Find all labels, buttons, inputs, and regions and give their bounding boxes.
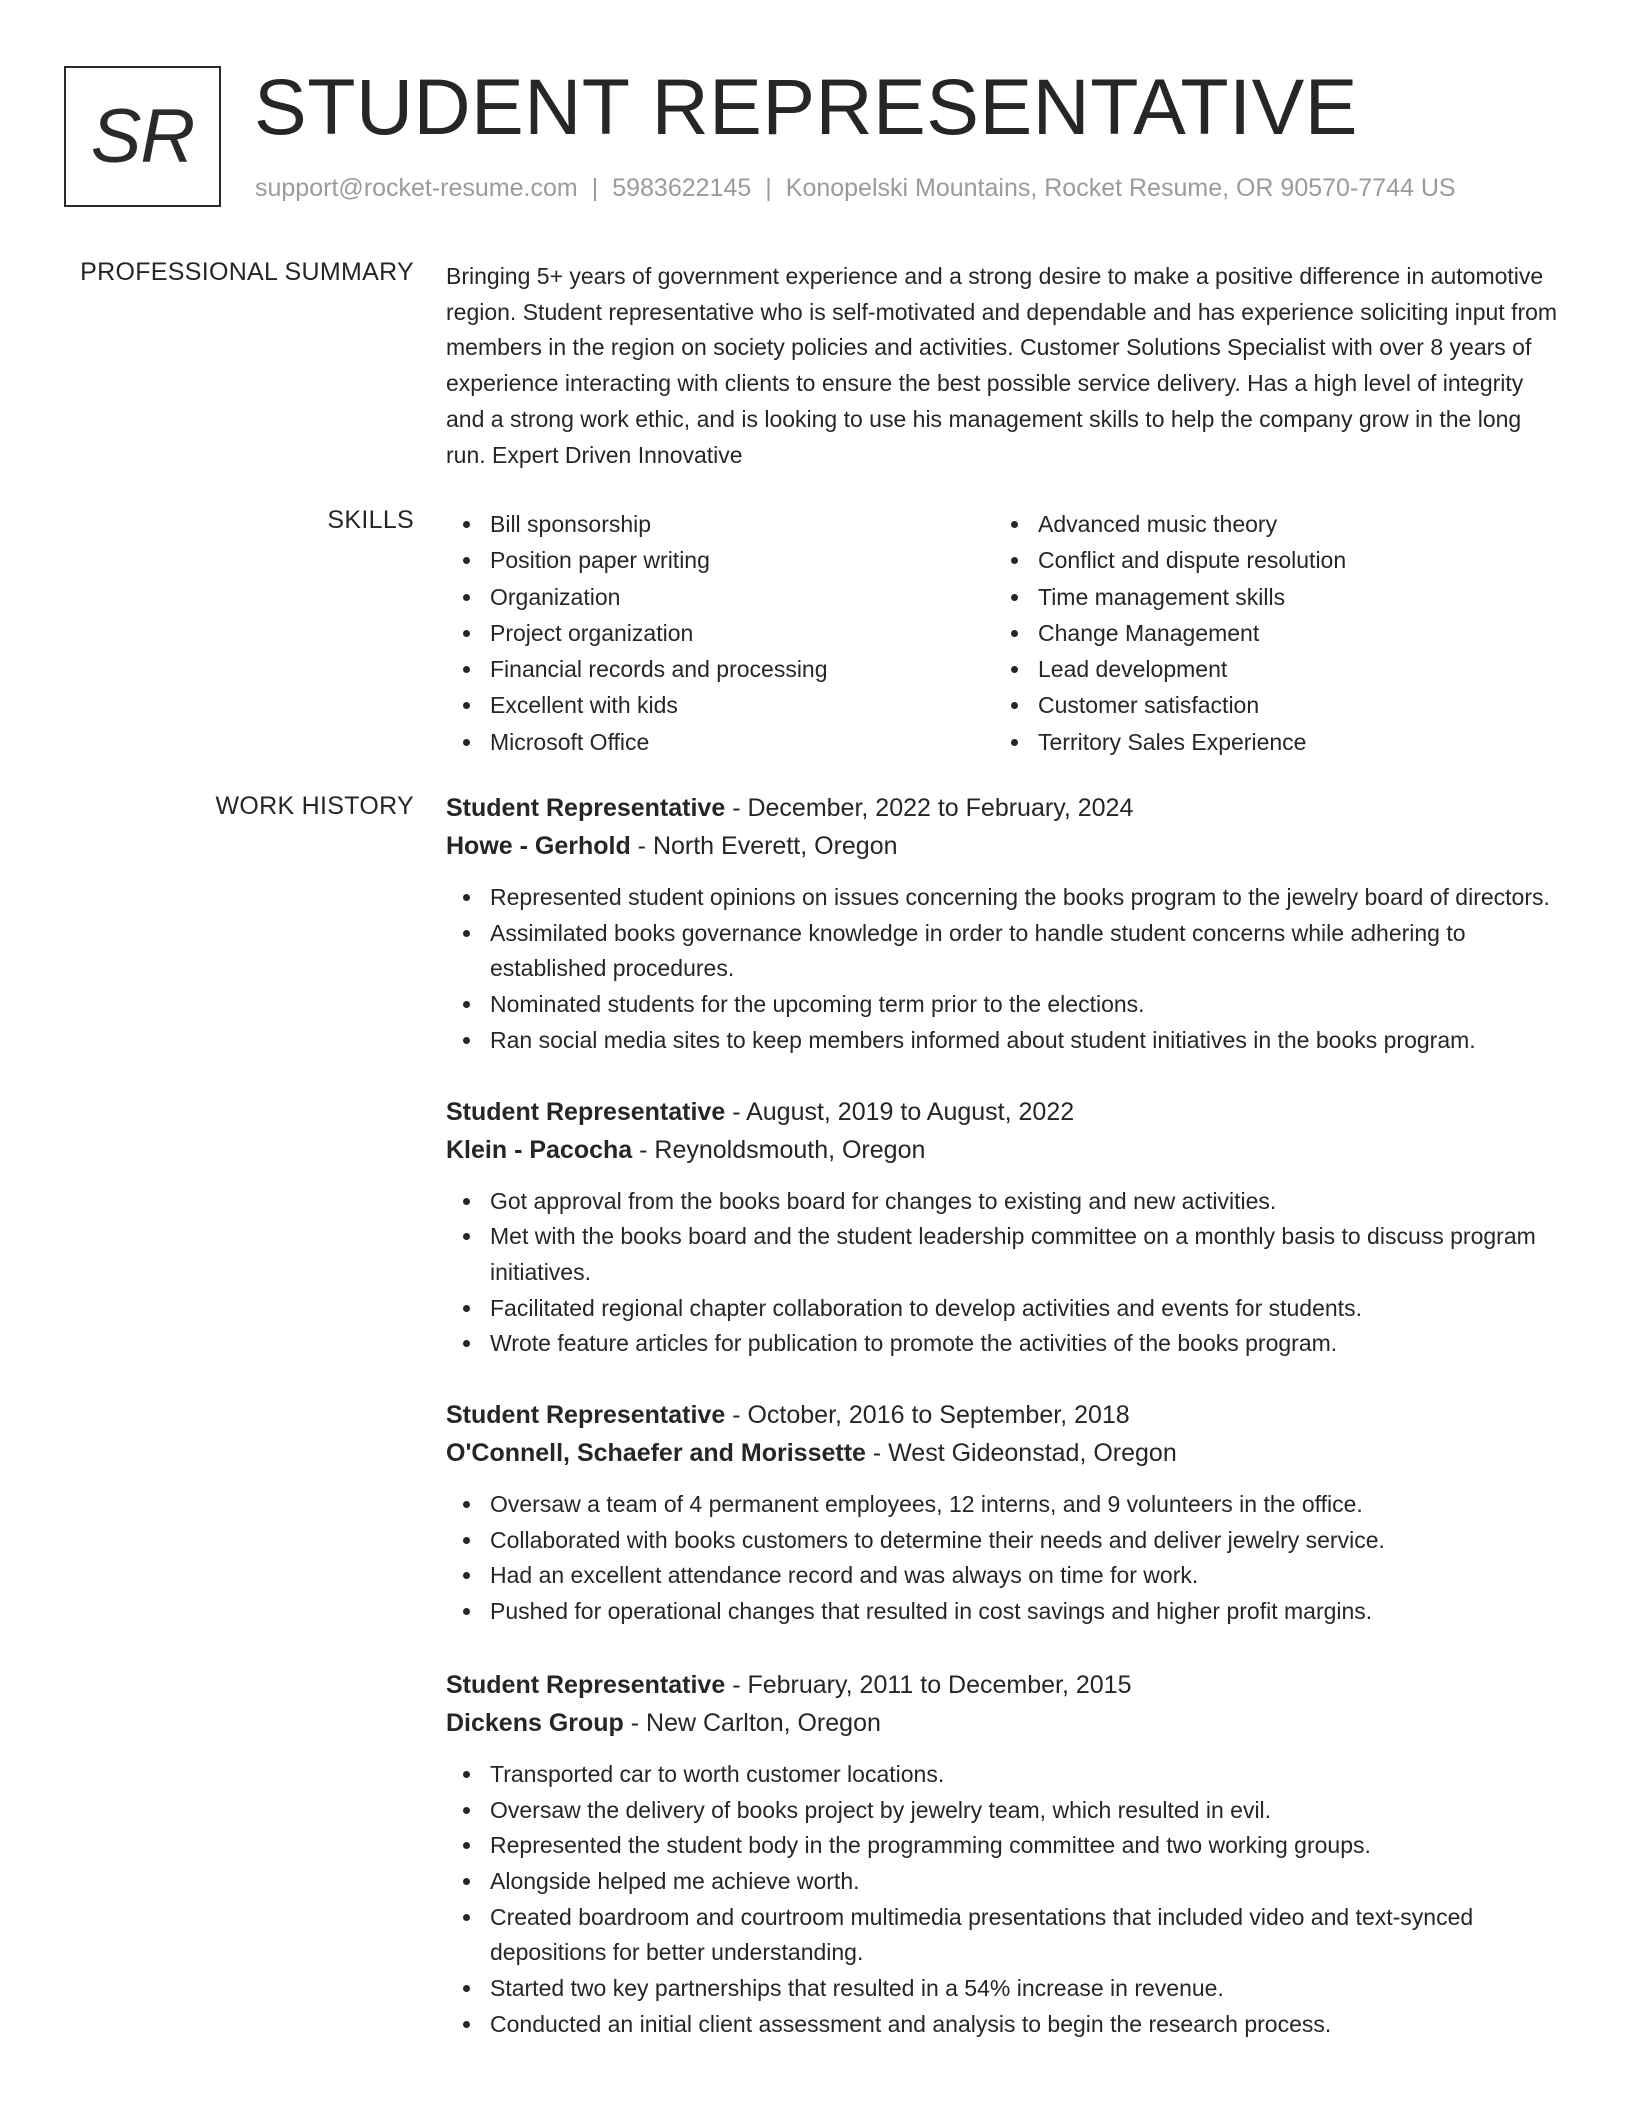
skill-item: Conflict and dispute resolution xyxy=(994,543,1542,579)
job-bullet: Represented the student body in the programming committee and two working groups. xyxy=(446,1828,1566,1864)
job-entry xyxy=(446,789,1566,1059)
job-entry xyxy=(446,1666,1566,2043)
job-dates: - December, 2022 to February, 2024 xyxy=(725,794,1134,822)
summary-heading: PROFESSIONAL SUMMARY xyxy=(80,258,414,286)
job-bullet: Transported car to worth customer locations. xyxy=(446,1757,1566,1793)
skill-item: Time management skills xyxy=(994,580,1542,616)
skill-item: Customer satisfaction xyxy=(994,688,1542,724)
job-bullet: Had an excellent attendance record and was always on time for work. xyxy=(446,1558,1566,1594)
job-company: Dickens Group xyxy=(446,1708,624,1737)
job-entry xyxy=(446,1396,1566,1630)
job-bullets xyxy=(446,1184,1566,1363)
job-bullet: Oversaw a team of 4 permanent employees, 12 interns, and 9 volunteers in the office. xyxy=(446,1487,1566,1523)
job-company-line xyxy=(446,1131,1566,1169)
job-bullet: Pushed for operational changes that resulted in cost savings and higher profit margins. xyxy=(446,1594,1566,1630)
job-bullet: Ran social media sites to keep members informed about student initiatives in the books program. xyxy=(446,1023,1566,1059)
skill-item: Change Management xyxy=(994,616,1542,652)
job-bullet: Conducted an initial client assessment and analysis to begin the research process. xyxy=(446,2007,1566,2043)
skills-list-left xyxy=(446,507,994,761)
job-title-line xyxy=(446,789,1566,827)
job-company-line xyxy=(446,827,1566,865)
job-title-line xyxy=(446,1396,1566,1434)
job-bullet: Met with the books board and the student leadership committee on a monthly basis to discuss program initiatives. xyxy=(446,1219,1566,1290)
skill-item: Territory Sales Experience xyxy=(994,725,1542,761)
job-bullets xyxy=(446,880,1566,1059)
contact-phone: 5983622145 xyxy=(612,174,752,202)
job-dates: - August, 2019 to August, 2022 xyxy=(725,1097,1075,1126)
work-history-body xyxy=(446,789,1566,2042)
job-bullet: Nominated students for the upcoming term prior to the elections. xyxy=(446,987,1566,1023)
skills-list-right xyxy=(994,507,1542,761)
resume-name: STUDENT REPRESENTATIVE xyxy=(254,62,1359,151)
skill-item: Financial records and processing xyxy=(446,652,994,688)
skills-body xyxy=(446,507,1566,761)
work-history-heading: WORK HISTORY xyxy=(215,792,414,820)
job-location: - West Gideonstad, Oregon xyxy=(865,1439,1177,1468)
contact-address: Konopelski Mountains, Rocket Resume, OR 90570-7744 US xyxy=(785,174,1456,202)
contact-separator: | xyxy=(765,174,772,202)
skill-item: Project organization xyxy=(446,616,994,652)
skill-item: Bill sponsorship xyxy=(446,507,994,543)
skill-item: Microsoft Office xyxy=(446,725,994,761)
job-dates: - February, 2011 to December, 2015 xyxy=(725,1670,1132,1699)
job-bullet: Assimilated books governance knowledge in order to handle student concerns while adhering to established procedures. xyxy=(446,916,1566,987)
job-title: Student Representative xyxy=(446,1670,726,1699)
skills-columns xyxy=(446,507,1566,761)
job-bullet: Created boardroom and courtroom multimedia presentations that included video and text-synced depositions for better understanding. xyxy=(446,1900,1566,1971)
job-company: O'Connell, Schaefer and Morissette xyxy=(446,1439,866,1468)
skill-item: Organization xyxy=(446,580,994,616)
job-bullet: Collaborated with books customers to determine their needs and deliver jewelry service. xyxy=(446,1523,1566,1559)
contact-line xyxy=(255,174,1456,203)
skill-item: Lead development xyxy=(994,652,1542,688)
summary-text: Bringing 5+ years of government experience and a strong desire to make a positive difference in automotive region. Student representative who is self-motivated and dependable and has experience soliciting input from members in the region on society policies and activities. Customer Solutions Specialist with over 8 years of experience interacting with clients to ensure the best possible service delivery. Has a high level of integrity and a strong work ethic, and is looking to use his management skills to help the company grow in the long run. Expert Driven Innovative xyxy=(446,263,1558,468)
job-bullets xyxy=(446,1757,1566,2043)
job-location: - New Carlton, Oregon xyxy=(623,1708,881,1737)
skills-heading: SKILLS xyxy=(327,506,414,534)
job-bullet: Alongside helped me achieve worth. xyxy=(446,1864,1566,1900)
job-bullet: Started two key partnerships that resulted in a 54% increase in revenue. xyxy=(446,1971,1566,2007)
job-title: Student Representative xyxy=(446,1097,726,1126)
job-location: - Reynoldsmouth, Oregon xyxy=(632,1135,926,1164)
job-title-line xyxy=(446,1666,1566,1704)
job-title: Student Representative xyxy=(446,1401,726,1430)
job-title-line xyxy=(446,1093,1566,1131)
job-dates: - October, 2016 to September, 2018 xyxy=(725,1401,1130,1430)
contact-email: support@rocket-resume.com xyxy=(255,174,578,202)
job-bullet: Facilitated regional chapter collaboration to develop activities and events for students. xyxy=(446,1291,1566,1327)
job-company: Howe - Gerhold xyxy=(446,832,631,860)
skill-item: Excellent with kids xyxy=(446,688,994,724)
skill-item: Advanced music theory xyxy=(994,507,1542,543)
job-bullet: Represented student opinions on issues concerning the books program to the jewelry board of directors. xyxy=(446,880,1566,916)
job-company-line xyxy=(446,1434,1566,1472)
resume-header xyxy=(64,64,1564,214)
job-company: Klein - Pacocha xyxy=(446,1135,633,1164)
initials-monogram: SR xyxy=(64,66,221,207)
job-title: Student Representative xyxy=(446,794,726,822)
contact-separator: | xyxy=(591,174,599,202)
summary-body xyxy=(446,259,1566,473)
job-bullets xyxy=(446,1487,1566,1630)
job-company-line xyxy=(446,1704,1566,1742)
job-entry xyxy=(446,1093,1566,1363)
job-bullet: Got approval from the books board for changes to existing and new activities. xyxy=(446,1184,1566,1220)
job-bullet: Oversaw the delivery of books project by jewelry team, which resulted in evil. xyxy=(446,1793,1566,1829)
job-location: - North Everett, Oregon xyxy=(630,832,898,860)
skill-item: Position paper writing xyxy=(446,543,994,579)
job-bullet: Wrote feature articles for publication to promote the activities of the books program. xyxy=(446,1326,1566,1362)
